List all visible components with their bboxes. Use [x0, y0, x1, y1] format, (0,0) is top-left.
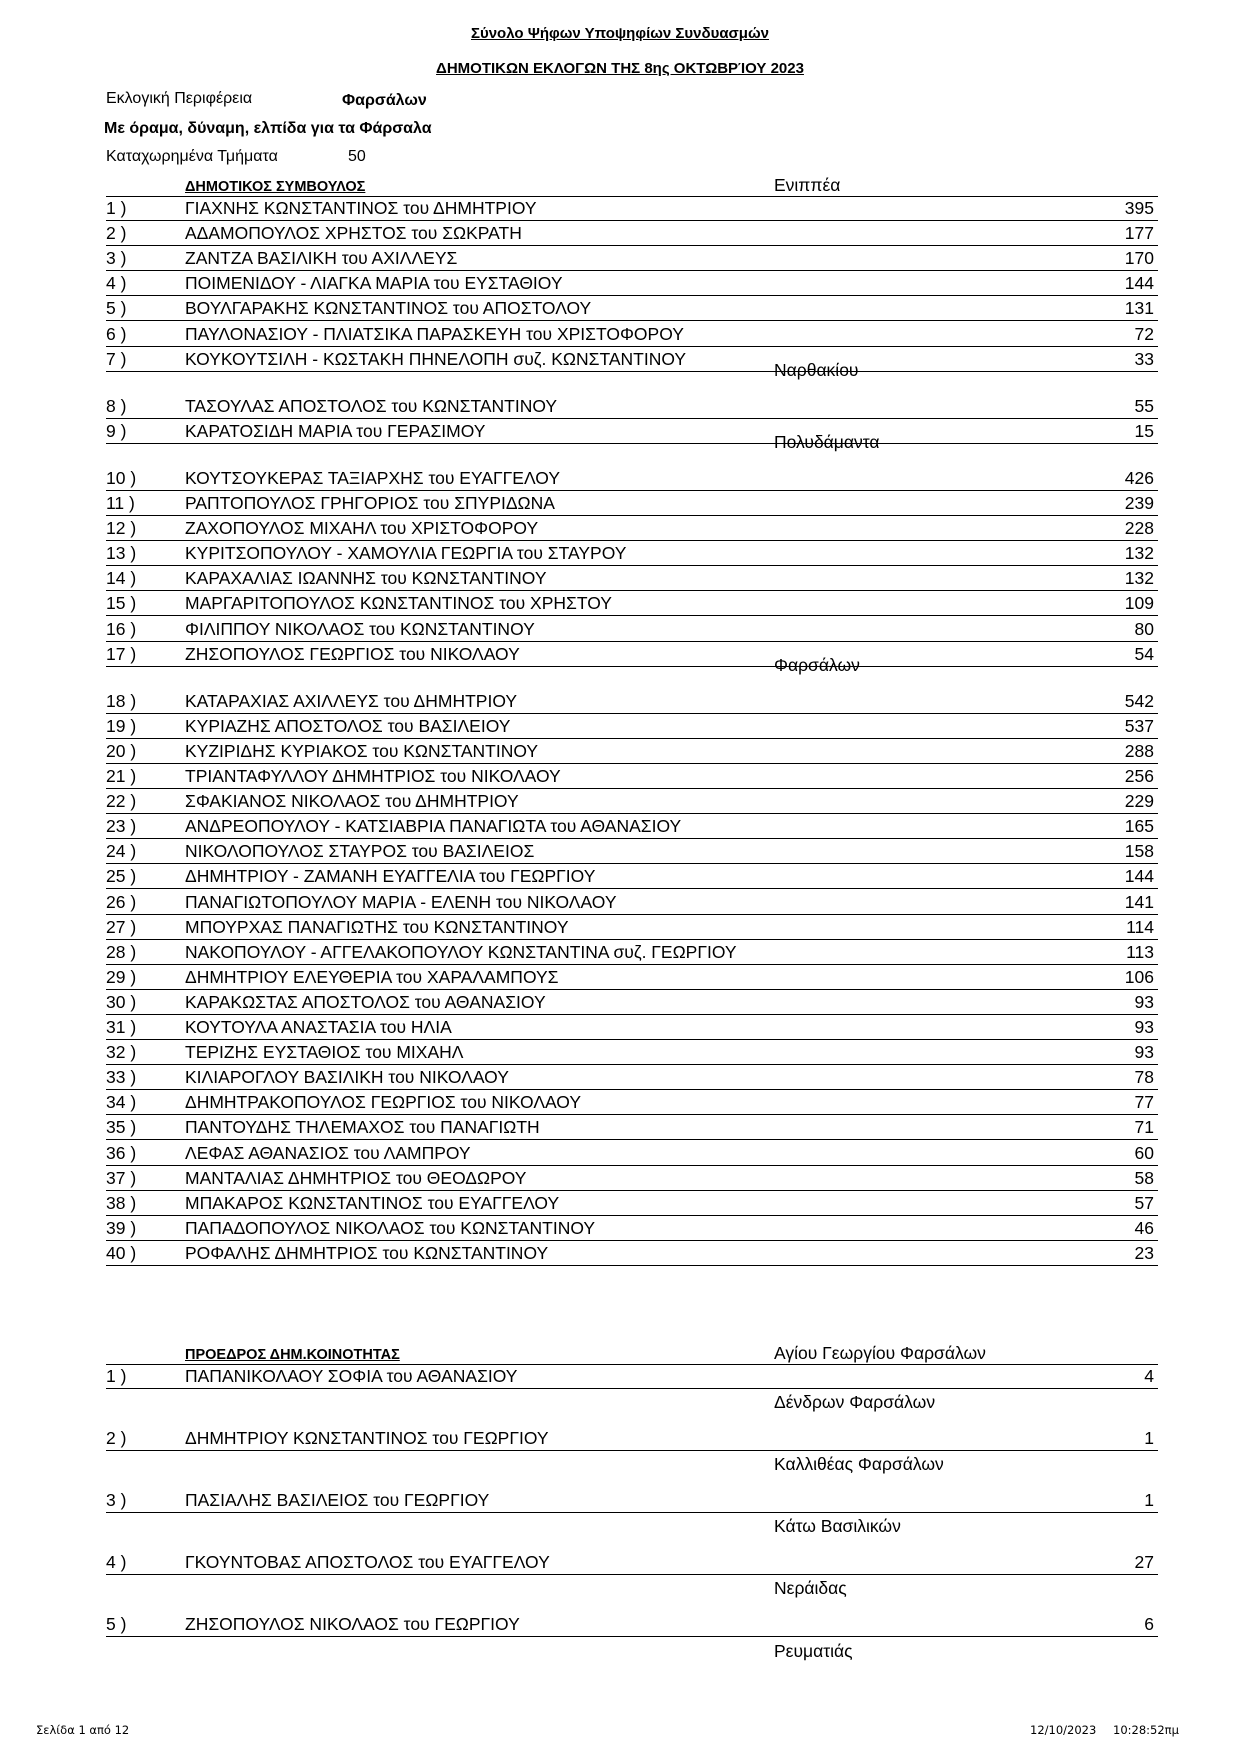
candidate-name: ΦΙΛΙΠΠΟΥ ΝΙΚΟΛΑΟΣ του ΚΩΝΣΤΑΝΤΙΝΟΥ — [185, 618, 535, 639]
candidate-name: ΔΗΜΗΤΡΙΟΥ ΚΩΝΣΤΑΝΤΙΝΟΣ του ΓΕΩΡΓΙΟΥ — [185, 1428, 549, 1449]
candidate-name: ΠΑΠΑΔΟΠΟΥΛΟΣ ΝΙΚΟΛΑΟΣ του ΚΩΝΣΤΑΝΤΙΝΟΥ — [185, 1217, 596, 1238]
vote-count: 131 — [1124, 298, 1154, 319]
candidate-name: ΚΟΥΤΟΥΛΑ ΑΝΑΣΤΑΣΙΑ του ΗΛΙΑ — [185, 1017, 452, 1037]
table-row — [106, 1015, 1158, 1040]
combination-name: Με όραμα, δύναμη, ελπίδα για τα Φάρσαλα — [104, 120, 432, 137]
vote-count: 537 — [1124, 715, 1154, 736]
table-row — [106, 541, 1158, 566]
row-number: 31 ) — [106, 1017, 137, 1037]
table-row — [106, 714, 1158, 739]
row-number: 23 ) — [106, 816, 137, 837]
table-row — [106, 789, 1158, 814]
row-number: 16 ) — [106, 618, 137, 639]
print-time: 10:28:52πμ — [1113, 1723, 1179, 1737]
vote-count: 144 — [1124, 273, 1154, 294]
candidate-name: ΛΕΦΑΣ ΑΘΑΝΑΣΙΟΣ του ΛΑΜΠΡΟΥ — [185, 1142, 471, 1163]
candidate-name: ΠΑΝΑΓΙΩΤΟΠΟΥΛΟΥ ΜΑΡΙΑ - ΕΛΕΝΗ του ΝΙΚΟΛΑΟΥ — [185, 891, 617, 912]
vote-count: 542 — [1124, 690, 1154, 711]
row-number: 15 ) — [106, 593, 137, 614]
table-row — [106, 322, 1158, 347]
table-row — [106, 1550, 1158, 1575]
candidate-name: ΠΑΠΑΝΙΚΟΛΑΟΥ ΣΟΦΙΑ του ΑΘΑΝΑΣΙΟΥ — [185, 1366, 518, 1386]
area-name: Καλλιθέας Φαρσάλων — [774, 1454, 944, 1475]
table-row — [106, 864, 1158, 889]
vote-count: 228 — [1124, 518, 1154, 539]
area-name: Κάτω Βασιλικών — [774, 1516, 901, 1537]
vote-count: 165 — [1124, 816, 1154, 837]
candidate-name: ΚΙΛΙΑΡΟΓΛΟΥ ΒΑΣΙΛΙΚΗ του ΝΙΚΟΛΑΟΥ — [185, 1067, 509, 1088]
candidate-name: ΚΑΡΑΧΑΛΙΑΣ ΙΩΑΝΝΗΣ του ΚΩΝΣΤΑΝΤΙΝΟΥ — [185, 568, 547, 589]
vote-count: 158 — [1124, 841, 1154, 862]
candidate-name: ΠΑΝΤΟΥΔΗΣ ΤΗΛΕΜΑΧΟΣ του ΠΑΝΑΓΙΩΤΗ — [185, 1117, 540, 1138]
table-row — [106, 394, 1158, 419]
table-row — [106, 296, 1158, 321]
row-number: 30 ) — [106, 991, 137, 1012]
table-row — [106, 1065, 1158, 1090]
vote-count: 114 — [1126, 916, 1154, 937]
table-row — [106, 940, 1158, 965]
vote-count: 80 — [1134, 618, 1154, 639]
candidate-name: ΑΝΔΡΕΟΠΟΥΛΟΥ - ΚΑΤΣΙΑΒΡΙΑ ΠΑΝΑΓΙΩΤΑ του ΑΘΑΝΑΣΙΟΥ — [185, 816, 682, 837]
row-number: 25 ) — [106, 866, 137, 887]
row-number: 36 ) — [106, 1142, 137, 1163]
row-number: 33 ) — [106, 1067, 137, 1088]
candidate-name: ΜΠΑΚΑΡΟΣ ΚΩΝΣΤΑΝΤΙΝΟΣ του ΕΥΑΓΓΕΛΟΥ — [185, 1192, 560, 1213]
row-number: 27 ) — [106, 916, 137, 937]
candidate-name: ΡΟΦΑΛΗΣ ΔΗΜΗΤΡΙΟΣ του ΚΩΝΣΤΑΝΤΙΝΟΥ — [185, 1242, 549, 1263]
table-row — [106, 814, 1158, 839]
candidate-name: ΚΥΖΙΡΙΔΗΣ ΚΥΡΙΑΚΟΣ του ΚΩΝΣΤΑΝΤΙΝΟΥ — [185, 740, 539, 761]
table-row — [106, 1364, 1158, 1389]
vote-count: 72 — [1134, 323, 1154, 344]
row-number: 10 ) — [106, 467, 137, 488]
table-row — [106, 566, 1158, 591]
candidate-name: ΠΑΥΛΟΝΑΣΙΟΥ - ΠΛΙΑΤΣΙΚΑ ΠΑΡΑΣΚΕΥΗ του ΧΡΙΣΤΟΦΟΡΟΥ — [185, 323, 684, 344]
vote-count: 93 — [1134, 991, 1154, 1012]
row-number: 37 ) — [106, 1167, 137, 1188]
vote-count: 177 — [1124, 223, 1154, 244]
candidate-name: ΖΑΧΟΠΟΥΛΟΣ ΜΙΧΑΗΛ του ΧΡΙΣΤΟΦΟΡΟΥ — [185, 518, 539, 539]
sections-value: 50 — [348, 148, 366, 165]
community-heading: ΠΡΟΕΔΡΟΣ ΔΗΜ.ΚΟΙΝΟΤΗΤΑΣ — [185, 1347, 400, 1363]
candidate-name: ΝΑΚΟΠΟΥΛΟΥ - ΑΓΓΕΛΑΚΟΠΟΥΛΟΥ ΚΩΝΣΤΑΝΤΙΝΑ συζ. ΓΕΩΡΓΙΟΥ — [185, 941, 737, 962]
row-number: 19 ) — [106, 715, 137, 736]
vote-count: 71 — [1134, 1117, 1154, 1138]
table-row — [106, 221, 1158, 246]
candidate-name: ΓΚΟΥΝΤΟΒΑΣ ΑΠΟΣΤΟΛΟΣ του ΕΥΑΓΓΕΛΟΥ — [185, 1552, 550, 1573]
row-number: 3 ) — [106, 1490, 127, 1511]
vote-count: 132 — [1124, 568, 1154, 589]
candidate-name: ΖΗΣΟΠΟΥΛΟΣ ΓΕΩΡΓΙΟΣ του ΝΙΚΟΛΑΟΥ — [185, 643, 520, 664]
table-row — [106, 1141, 1158, 1166]
candidate-name: ΚΥΡΙΤΣΟΠΟΥΛΟΥ - ΧΑΜΟΥΛΙΑ ΓΕΩΡΓΙΑ του ΣΤΑΥΡΟΥ — [185, 543, 627, 564]
row-number: 29 ) — [106, 966, 137, 987]
vote-count: 55 — [1134, 395, 1154, 416]
vote-count: 288 — [1124, 740, 1154, 761]
candidate-name: ΒΟΥΛΓΑΡΑΚΗΣ ΚΩΝΣΤΑΝΤΙΝΟΣ του ΑΠΟΣΤΟΛΟΥ — [185, 298, 592, 319]
vote-count: 58 — [1134, 1167, 1154, 1188]
table-row — [106, 1488, 1158, 1513]
region-value: Φαρσάλων — [342, 92, 427, 109]
vote-count: 60 — [1134, 1142, 1154, 1163]
candidate-name: ΠΟΙΜΕΝΙΔΟΥ - ΛΙΑΓΚΑ ΜΑΡΙΑ του ΕΥΣΤΑΘΙΟΥ — [185, 273, 563, 294]
table-row — [106, 466, 1158, 491]
table-row — [106, 990, 1158, 1015]
table-row — [106, 1241, 1158, 1266]
table-row — [106, 1216, 1158, 1241]
candidate-name: ΚΟΥΤΣΟΥΚΕΡΑΣ ΤΑΞΙΑΡΧΗΣ του ΕΥΑΓΓΕΛΟΥ — [185, 467, 561, 488]
vote-count: 27 — [1134, 1552, 1154, 1573]
community-column-header — [106, 1344, 1158, 1365]
row-number: 8 ) — [106, 395, 127, 416]
table-row — [106, 1115, 1158, 1140]
row-number: 18 ) — [106, 690, 137, 711]
row-number: 38 ) — [106, 1192, 137, 1213]
vote-count: 229 — [1124, 791, 1154, 812]
row-number: 1 ) — [106, 198, 127, 218]
table-row — [106, 1166, 1158, 1191]
row-number: 12 ) — [106, 518, 137, 539]
area-name: Φαρσάλων — [774, 654, 860, 675]
vote-count: 93 — [1134, 1017, 1154, 1037]
table-row — [106, 491, 1158, 516]
council-heading: ΔΗΜΟΤΙΚΟΣ ΣΥΜΒΟΥΛΟΣ — [185, 179, 366, 195]
candidate-name: ΚΟΥΚΟΥΤΣΙΛΗ - ΚΩΣΤΑΚΗ ΠΗΝΕΛΟΠΗ συζ. ΚΩΝΣΤΑΝΤΙΝΟΥ — [185, 348, 687, 369]
table-row — [106, 419, 1158, 444]
candidate-name: ΡΑΠΤΟΠΟΥΛΟΣ ΓΡΗΓΟΡΙΟΣ του ΣΠΥΡΙΔΩΝΑ — [185, 493, 555, 513]
table-row — [106, 347, 1158, 372]
table-row — [106, 642, 1158, 667]
row-number: 5 ) — [106, 1614, 127, 1635]
row-number: 7 ) — [106, 348, 127, 369]
candidate-name: ΚΑΡΑΚΩΣΤΑΣ ΑΠΟΣΤΟΛΟΣ του ΑΘΑΝΑΣΙΟΥ — [185, 991, 546, 1012]
table-row — [106, 271, 1158, 296]
vote-count: 15 — [1134, 420, 1154, 441]
row-number: 2 ) — [106, 1428, 127, 1449]
table-row — [106, 1090, 1158, 1115]
table-row — [106, 965, 1158, 990]
sections-label: Καταχωρημένα Τμήματα — [106, 148, 278, 165]
row-number: 14 ) — [106, 568, 137, 589]
vote-count: 6 — [1144, 1614, 1154, 1635]
row-number: 2 ) — [106, 223, 127, 244]
candidate-name: ΠΑΣΙΑΛΗΣ ΒΑΣΙΛΕΙΟΣ του ΓΕΩΡΓΙΟΥ — [185, 1490, 490, 1511]
vote-count: 93 — [1134, 1042, 1154, 1063]
candidate-name: ΚΑΤΑΡΑΧΙΑΣ ΑΧΙΛΛΕΥΣ του ΔΗΜΗΤΡΙΟΥ — [185, 690, 518, 711]
row-number: 40 ) — [106, 1242, 137, 1263]
vote-count: 395 — [1124, 198, 1154, 218]
row-number: 39 ) — [106, 1217, 137, 1238]
candidate-name: ΑΔΑΜΟΠΟΥΛΟΣ ΧΡΗΣΤΟΣ του ΣΩΚΡΑΤΗ — [185, 223, 522, 244]
vote-count: 57 — [1134, 1192, 1154, 1213]
vote-count: 109 — [1124, 593, 1154, 614]
table-row — [106, 739, 1158, 764]
table-row — [106, 196, 1158, 221]
candidate-name: ΣΦΑΚΙΑΝΟΣ ΝΙΚΟΛΑΟΣ του ΔΗΜΗΤΡΙΟΥ — [185, 791, 519, 812]
row-number: 13 ) — [106, 543, 137, 564]
candidate-name: ΜΠΟΥΡΧΑΣ ΠΑΝΑΓΙΩΤΗΣ του ΚΩΝΣΤΑΝΤΙΝΟΥ — [185, 916, 569, 937]
row-number: 5 ) — [106, 298, 127, 319]
vote-count: 426 — [1124, 467, 1154, 488]
table-row — [106, 1426, 1158, 1451]
table-row — [106, 890, 1158, 915]
print-date: 12/10/2023 — [1030, 1723, 1097, 1737]
table-row — [106, 516, 1158, 541]
region-label: Εκλογική Περιφέρεια — [106, 90, 253, 107]
vote-count: 144 — [1124, 866, 1154, 887]
vote-count: 106 — [1124, 966, 1154, 987]
row-number: 28 ) — [106, 941, 137, 962]
row-number: 3 ) — [106, 248, 127, 269]
area-name: Ρευματιάς — [774, 1640, 853, 1661]
document-subtitle: ΔΗΜΟΤΙΚΩΝ ΕΚΛΟΓΩΝ ΤΗΣ 8ης ΟΚΤΩΒΡΊΟΥ 2023 — [436, 60, 804, 77]
vote-count: 239 — [1124, 493, 1154, 513]
candidate-name: ΔΗΜΗΤΡΑΚΟΠΟΥΛΟΣ ΓΕΩΡΓΙΟΣ του ΝΙΚΟΛΑΟΥ — [185, 1092, 582, 1113]
candidate-name: ΓΙΑΧΝΗΣ ΚΩΝΣΤΑΝΤΙΝΟΣ του ΔΗΜΗΤΡΙΟΥ — [185, 198, 537, 218]
table-row — [106, 617, 1158, 642]
row-number: 1 ) — [106, 1366, 127, 1386]
vote-count: 46 — [1134, 1217, 1154, 1238]
table-row — [106, 1612, 1158, 1637]
table-row — [106, 764, 1158, 789]
candidate-name: ΖΑΝΤΖΑ ΒΑΣΙΛΙΚΗ του ΑΧΙΛΛΕΥΣ — [185, 248, 458, 269]
vote-count: 256 — [1124, 766, 1154, 786]
table-row — [106, 915, 1158, 940]
page-number: Σελίδα 1 από 12 — [36, 1723, 130, 1737]
vote-count: 77 — [1134, 1092, 1154, 1113]
vote-count: 132 — [1124, 543, 1154, 564]
candidate-name: ΤΕΡΙΖΗΣ ΕΥΣΤΑΘΙΟΣ του ΜΙΧΑΗΛ — [185, 1042, 464, 1063]
table-row — [106, 1040, 1158, 1065]
table-row — [106, 591, 1158, 616]
vote-count: 33 — [1134, 348, 1154, 369]
candidate-name: ΔΗΜΗΤΡΙΟΥ ΕΛΕΥΘΕΡΙΑ του ΧΑΡΑΛΑΜΠΟΥΣ — [185, 966, 559, 987]
area-name: Ναρθακίου — [774, 359, 859, 380]
table-row — [106, 1191, 1158, 1216]
row-number: 24 ) — [106, 841, 137, 862]
candidate-name: ΔΗΜΗΤΡΙΟΥ - ΖΑΜΑΝΗ ΕΥΑΓΓΕΛΙΑ του ΓΕΩΡΓΙΟΥ — [185, 866, 596, 887]
row-number: 17 ) — [106, 643, 137, 664]
row-number: 22 ) — [106, 791, 137, 812]
area-name: Δένδρων Φαρσάλων — [774, 1392, 936, 1413]
vote-count: 113 — [1126, 941, 1154, 962]
vote-count: 170 — [1124, 248, 1154, 269]
table-row — [106, 246, 1158, 271]
row-number: 32 ) — [106, 1042, 137, 1063]
row-number: 34 ) — [106, 1092, 137, 1113]
candidate-name: ΜΑΡΓΑΡΙΤΟΠΟΥΛΟΣ ΚΩΝΣΤΑΝΤΙΝΟΣ του ΧΡΗΣΤΟΥ — [185, 593, 612, 614]
vote-count: 4 — [1144, 1366, 1154, 1386]
vote-count: 78 — [1134, 1067, 1154, 1088]
row-number: 26 ) — [106, 891, 137, 912]
vote-count: 141 — [1124, 891, 1154, 912]
vote-count: 54 — [1134, 643, 1154, 664]
table-row — [106, 839, 1158, 864]
row-number: 20 ) — [106, 740, 137, 761]
row-number: 9 ) — [106, 420, 127, 441]
candidate-name: ΜΑΝΤΑΛΙΑΣ ΔΗΜΗΤΡΙΟΣ του ΘΕΟΔΩΡΟΥ — [185, 1167, 527, 1188]
candidate-name: ΚΑΡΑΤΟΣΙΔΗ ΜΑΡΙΑ του ΓΕΡΑΣΙΜΟΥ — [185, 420, 486, 441]
row-number: 35 ) — [106, 1117, 137, 1138]
row-number: 21 ) — [106, 766, 137, 786]
candidate-name: ΚΥΡΙΑΖΗΣ ΑΠΟΣΤΟΛΟΣ του ΒΑΣΙΛΕΙΟΥ — [185, 715, 511, 736]
area-name: Ενιππέα — [774, 175, 841, 195]
row-number: 4 ) — [106, 1552, 127, 1573]
area-name: Αγίου Γεωργίου Φαρσάλων — [774, 1343, 986, 1363]
table-row — [106, 689, 1158, 714]
vote-count: 23 — [1134, 1242, 1154, 1263]
row-number: 4 ) — [106, 273, 127, 294]
candidate-name: ΤΑΣΟΥΛΑΣ ΑΠΟΣΤΟΛΟΣ του ΚΩΝΣΤΑΝΤΙΝΟΥ — [185, 395, 558, 416]
candidate-name: ΤΡΙΑΝΤΑΦΥΛΛΟΥ ΔΗΜΗΤΡΙΟΣ του ΝΙΚΟΛΑΟΥ — [185, 766, 561, 786]
candidate-name: ΖΗΣΟΠΟΥΛΟΣ ΝΙΚΟΛΑΟΣ του ΓΕΩΡΓΙΟΥ — [185, 1614, 520, 1635]
vote-count: 1 — [1144, 1428, 1154, 1449]
candidate-name: ΝΙΚΟΛΟΠΟΥΛΟΣ ΣΤΑΥΡΟΣ του ΒΑΣΙΛΕΙΟΣ — [185, 841, 535, 862]
area-name: Πολυδάμαντα — [774, 431, 880, 452]
vote-count: 1 — [1144, 1490, 1154, 1511]
row-number: 6 ) — [106, 323, 127, 344]
document-title: Σύνολο Ψήφων Υποψηφίων Συνδυασμών — [470, 25, 769, 42]
council-column-header — [106, 176, 1158, 197]
row-number: 11 ) — [106, 493, 135, 513]
area-name: Νεράιδας — [774, 1578, 847, 1599]
